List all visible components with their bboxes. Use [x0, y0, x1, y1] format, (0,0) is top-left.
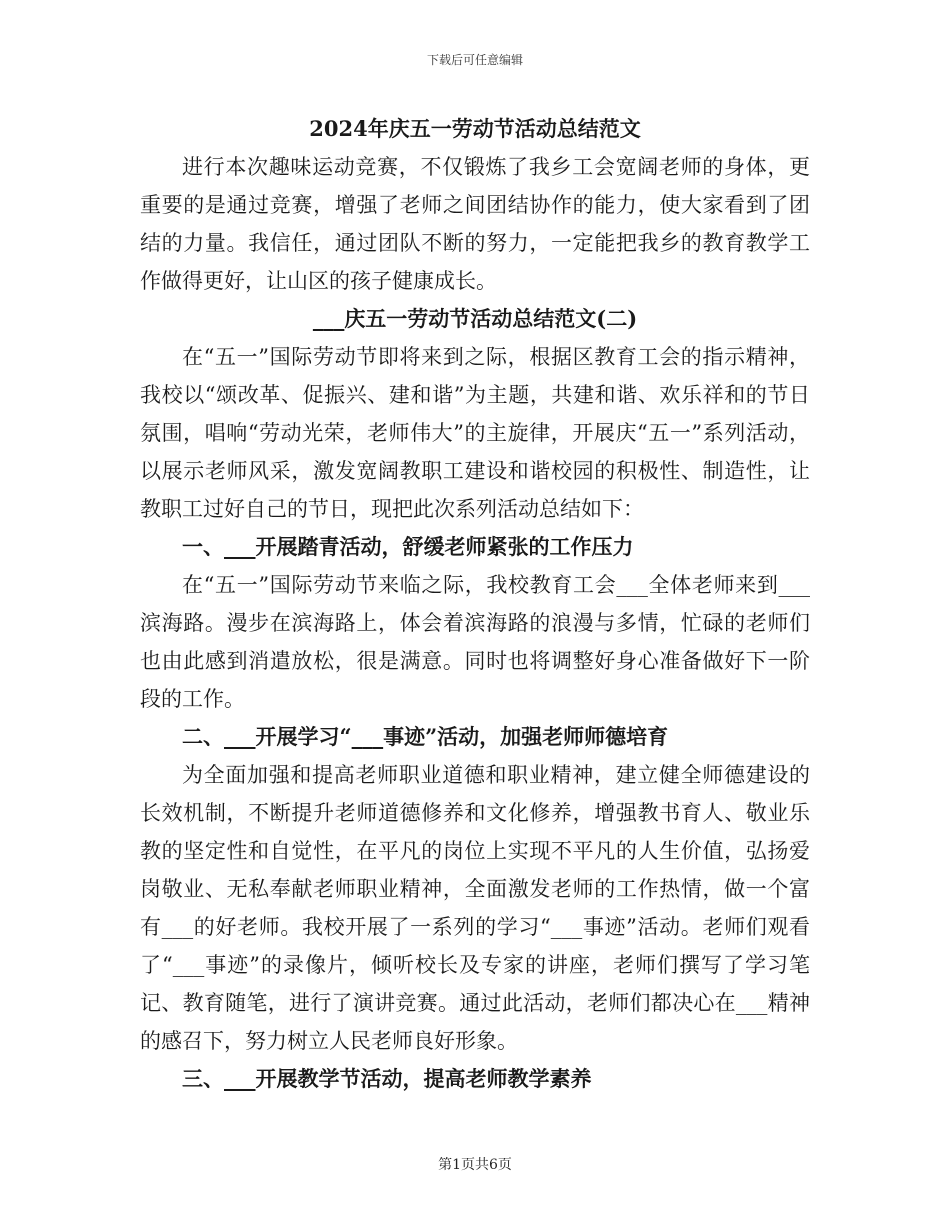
document-subtitle: ___庆五一劳动节活动总结范文(二): [312, 306, 638, 331]
document-title: 2024年庆五一劳动节活动总结范文: [309, 116, 641, 141]
page-header-note: 下载后可任意编辑: [426, 53, 523, 67]
section-1-body: 在“五一”国际劳动节来临之际，我校教育工会___全体老师来到___滨海路。漫步在滨海路上，体会着滨海路的浪漫与多情，忙碌的老师们也由此感到消遣放松，很是满意。同时也将调整好身心准备做好下一阶段的工作。: [140, 573, 810, 711]
document-body: [140, 110, 810, 1098]
section-2-body: 为全面加强和提高老师职业道德和职业精神，建立健全师德建设的长效机制，不断提升老师道德修养和文化修养，增强教书育人、敬业乐教的坚定性和自觉性，在平凡的岗位上实现不平凡的人生价值，弘扬爱岗敬业、无私奉献老师职业精神，全面激发老师的工作热情，做一个富有___的好老师。我校开展了一系列的学习“___事迹”活动。老师们观看了“___事迹”的录像片，倾听校长及专家的讲座，老师们撰写了学习笔记、教育随笔，进行了演讲竞赛。通过此活动，老师们都决心在___精神的感召下，努力树立人民老师良好形象。: [140, 763, 810, 1053]
section-3-heading: 三、___开展教学节活动，提高老师教学素养: [182, 1066, 592, 1091]
section-1-heading: 一、___开展踏青活动，舒缓老师紧张的工作压力: [182, 534, 634, 559]
section-2-heading: 二、___开展学习“___事迹”活动，加强老师师德培育: [182, 724, 669, 749]
overview-paragraph: 在“五一”国际劳动节即将来到之际，根据区教育工会的指示精神，我校以“颂改革、促振兴、建和谐”为主题，共建和谐、欢乐祥和的节日氛围，唱响“劳动光荣，老师伟大”的主旋律，开展庆“五一”系列活动，以展示老师风采，激发宽阔教职工建设和谐校园的积极性、制造性，让教职工过好自己的节日，现把此次系列活动总结如下：: [140, 345, 810, 521]
intro-paragraph: 进行本次趣味运动竞赛，不仅锻炼了我乡工会宽阔老师的身体，更重要的是通过竞赛，增强了老师之间团结协作的能力，使大家看到了团结的力量。我信任，通过团队不断的努力，一定能把我乡的教育教学工作做得更好，让山区的孩子健康成长。: [140, 155, 810, 293]
page-footer-number: 第1页共6页: [438, 1157, 512, 1173]
